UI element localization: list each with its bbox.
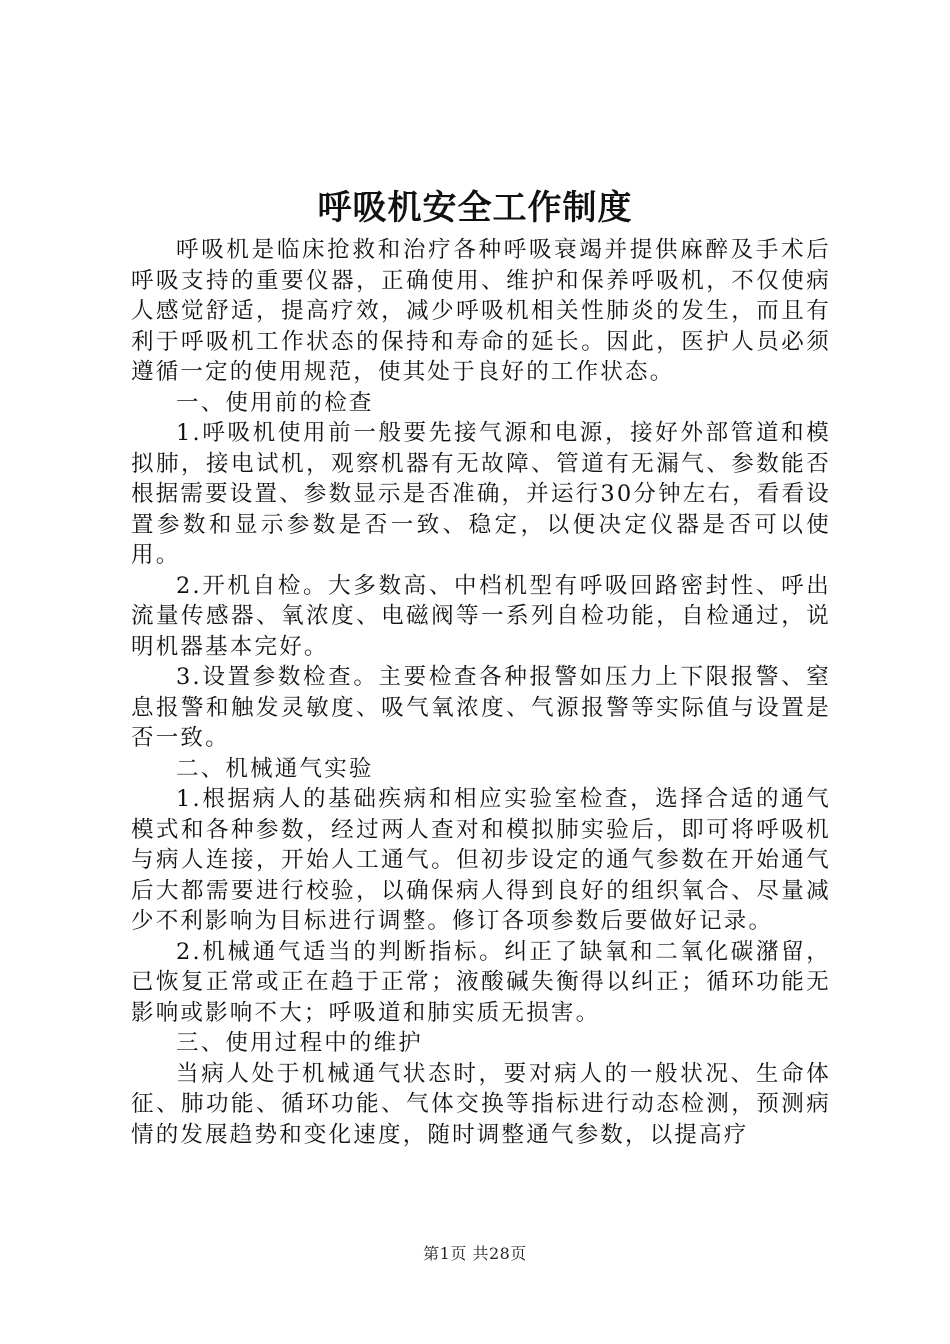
paragraph-ventilation-item-2: 2.机械通气适当的判断指标。纠正了缺氧和二氧化碳潴留，已恢复正常或正在趋于正常；液酸碱失衡得以纠正；循环功能无影响或影响不大；呼吸道和肺实质无损害。	[131, 938, 831, 1026]
paragraph-maintenance: 当病人处于机械通气状态时，要对病人的一般状况、生命体征、肺功能、循环功能、气体交换等指标进行动态检测，预测病情的发展趋势和变化速度，随时调整通气参数，以提高疗	[131, 1060, 831, 1148]
paragraph-pre-use-item-3: 3.设置参数检查。主要检查各种报警如压力上下限报警、窒息报警和触发灵敏度、吸气氧浓度、气源报警等实际值与设置是否一致。	[131, 664, 831, 751]
paragraph-ventilation-item-1: 1.根据病人的基础疾病和相应实验室检查，选择合适的通气模式和各种参数，经过两人查对和模拟肺实验后，即可将呼吸机与病人连接，开始人工通气。但初步设定的通气参数在开始通气后大都需要进行校验，以确保病人得到良好的组织氧合、尽量减少不利影响为目标进行调整。修订各项参数后要做好记录。	[131, 786, 831, 934]
document-title: 呼吸机安全工作制度	[317, 188, 633, 228]
section-heading-pre-use-check: 一、使用前的检查	[176, 389, 374, 416]
document-body	[131, 235, 831, 1150]
section-heading-maintenance: 三、使用过程中的维护	[176, 1030, 424, 1056]
page-number-footer: 第1页 共28页	[423, 1244, 527, 1263]
section-heading-ventilation-test: 二、机械通气实验	[176, 755, 374, 782]
paragraph-pre-use-item-2: 2.开机自检。大多数高、中档机型有呼吸回路密封性、呼出流量传感器、氧浓度、电磁阀等一系列自检功能，自检通过，说明机器基本完好。	[131, 572, 831, 660]
intro-paragraph: 呼吸机是临床抢救和治疗各种呼吸衰竭并提供麻醉及手术后呼吸支持的重要仪器，正确使用、维护和保养呼吸机，不仅使病人感觉舒适，提高疗效，减少呼吸机相关性肺炎的发生，而且有利于呼吸机工作状态的保持和寿命的延长。因此，医护人员必须遵循一定的使用规范，使其处于良好的工作状态。	[131, 237, 831, 385]
paragraph-pre-use-item-1: 1.呼吸机使用前一般要先接气源和电源，接好外部管道和模拟肺，接电试机，观察机器有无故障、管道有无漏气、参数能否根据需要设置、参数显示是否准确，并运行30分钟左右，看看设置参数和显示参数是否一致、稳定，以便决定仪器是否可以使用。	[131, 420, 831, 568]
